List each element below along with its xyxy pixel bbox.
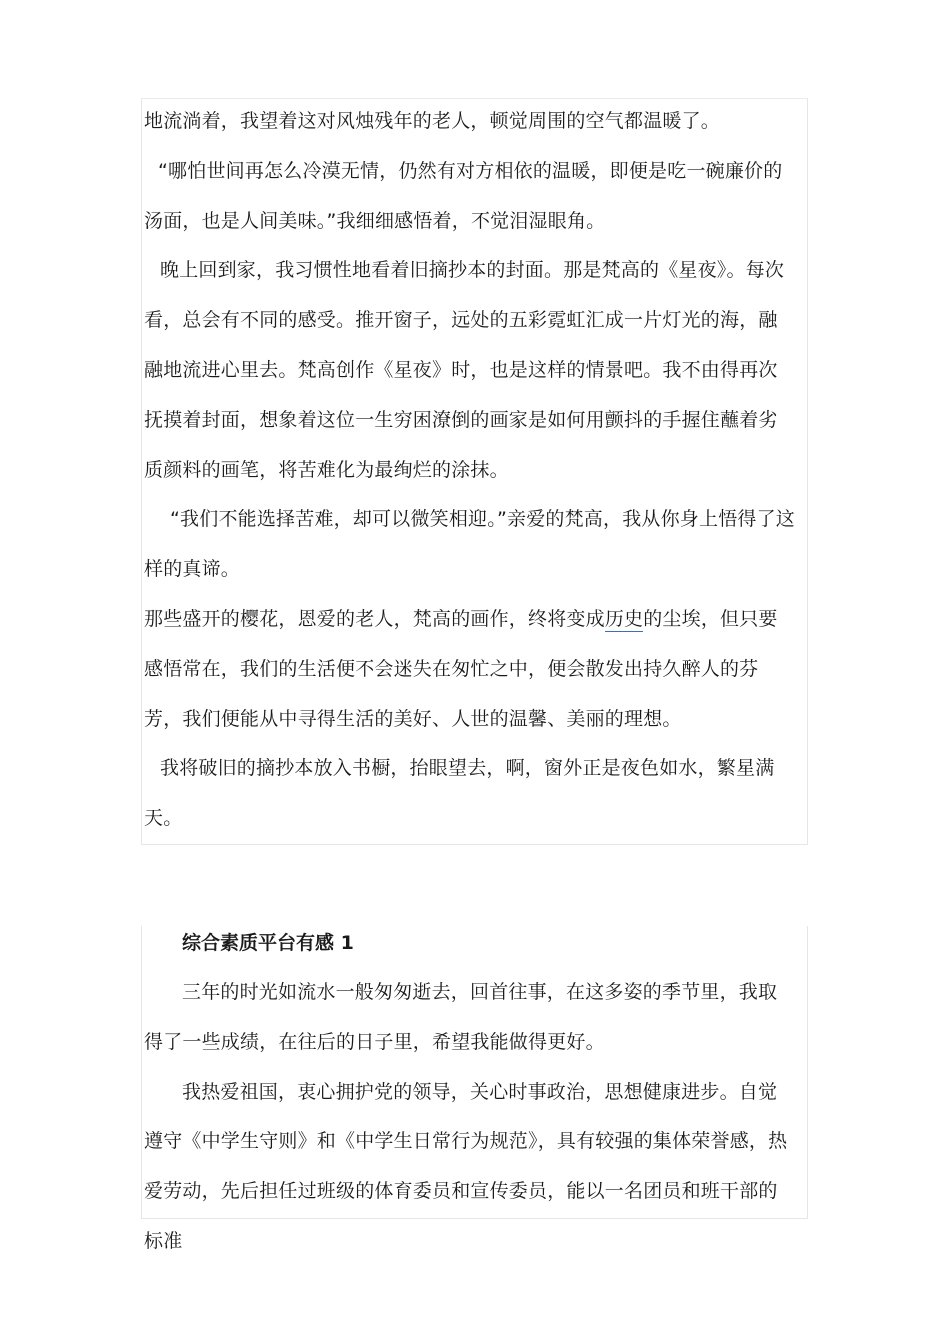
paragraph-5 [142,595,807,744]
paragraph-3: 晚上回到家，我习惯性地看着旧摘抄本的封面。那是梵高的《星夜》。每次看，总会有不同的感受。推开窗子，远处的五彩霓虹汇成一片灯光的海，融融地流进心里去。梵高创作《星夜》时，也是这样的情景吧。我不由得再次抚摸着封面，想象着这位一生穷困潦倒的画家是如何用颤抖的手握住蘸着劣质颜料的画笔，将苦难化为最绚烂的涂抹。 [144,259,785,481]
paragraph-2: “哪怕世间再怎么冷漠无情，仍然有对方相依的温暖，即便是吃一碗廉价的汤面，也是人间美味。”我细细感悟着，不觉泪湿眼角。 [144,159,783,232]
history-link[interactable]: 历史 [604,607,644,630]
section-heading: 综合素质平台有感 1 [182,932,354,954]
paragraph-5-text-after: 的尘埃，但只要感悟常在，我们的生活便不会迷失在匆忙之中，便会散发出持久醉人的芬芳，我们便能从中寻得生活的美好、人世的温馨、美丽的理想。 [144,607,778,730]
paragraph-5-text-before: 那些盛开的樱花，恩爱的老人，梵高的画作，终将变成 [144,607,605,630]
paragraph-7: 三年的时光如流水一般匆匆逝去，回首往事，在这多姿的季节里，我取得了一些成绩，在往后的日子里，希望我能做得更好。 [144,981,778,1053]
paragraph-4: “我们不能选择苦难，却可以微笑相迎。”亲爱的梵高，我从你身上悟得了这样的真谛。 [144,508,795,581]
paragraph-6: 我将破旧的摘抄本放入书橱，抬眼望去，啊，窗外正是夜色如水，繁星满天。 [144,757,775,830]
paragraph-1: 地流淌着，我望着这对风烛残年的老人，顿觉周围的空气都温暖了。 [144,110,721,132]
document-page-section-2 [141,926,808,1252]
paragraph-8: 我热爱祖国，衷心拥护党的领导，关心时事政治，思想健康进步。自觉遵守《中学生守则》和《中学生日常行为规范》，具有较强的集体荣誉感，热爱劳动，先后担任过班级的体育委员和宣传委员，能以一名团员和班干部的标准 [144,1080,788,1252]
document-page-section-1 [141,98,808,845]
